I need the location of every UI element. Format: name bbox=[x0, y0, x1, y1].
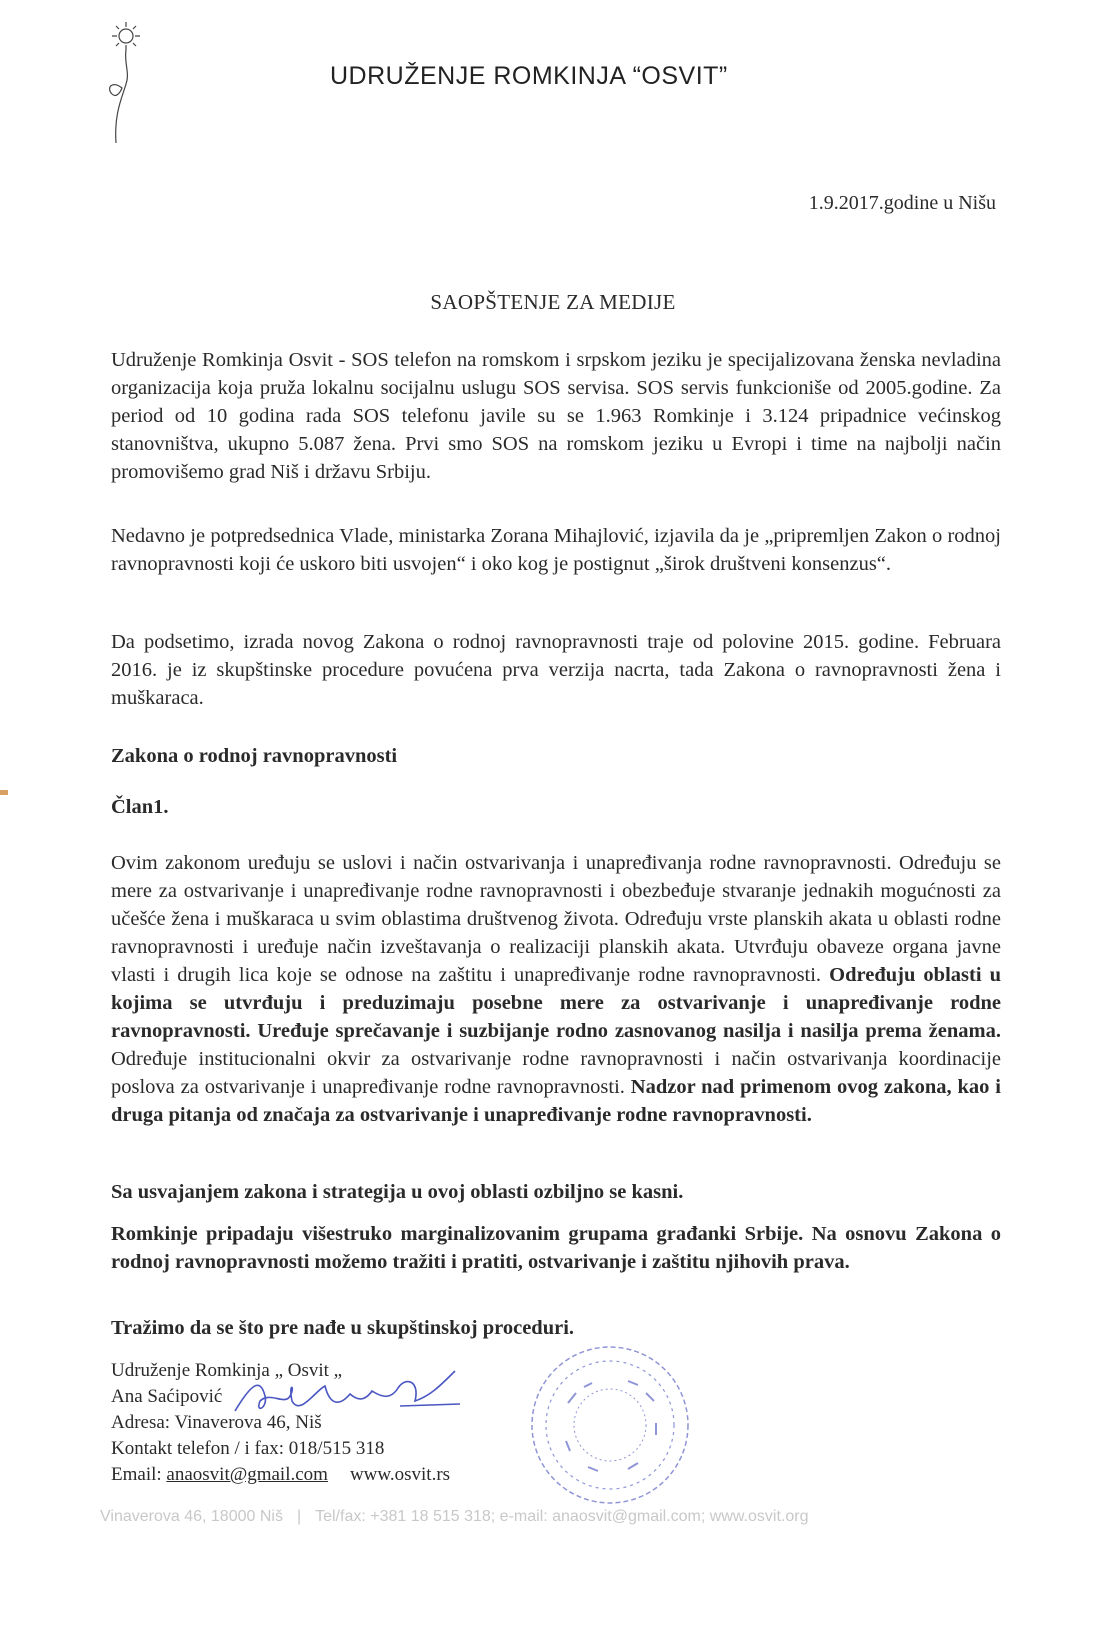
paragraph-delay: Sa usvajanjem zakona i strategija u ovoj oblasti ozbiljno se kasni. bbox=[111, 1181, 684, 1203]
contact-phone: Kontakt telefon / i fax: 018/515 318 bbox=[111, 1438, 385, 1459]
paragraph-announcement: Nedavno je potpredsednica Vlade, ministarka Zorana Mihajlović, izjavila da je „pripremljen Zakon o rodnoj ravnopravnosti koji će uskoro biti usvojen“ i oko kog je postignut „širok društveni konsenzus“. bbox=[111, 525, 1001, 575]
document-heading: SAOPŠTENJE ZA MEDIJE bbox=[430, 290, 676, 314]
footer-separator: | bbox=[296, 1508, 302, 1525]
law-title: Zakona o rodnoj ravnopravnosti bbox=[111, 745, 398, 767]
email-label: Email: bbox=[111, 1464, 167, 1485]
article-text-part-1: Ovim zakonom uređuju se uslovi i način ostvarivanja i unapređivanja rodne ravnopravnosti. Određuju se mere za ostvarivanje i unapređivanje rodne ravnopravnosti i obezbeđuje stvaranje jednakih mogućnosti za učešće žena i muškaraca u svim oblastima društvenog života. Određuju vrste planskih akata u oblasti rodne ravnopravnosti i uređuje način izveštavanja o realizaciji planskih akata. Utvrđuju obaveze organa javne vlasti i drugih lica koje se odnose na zaštitu i unapređivanje rodne ravnopravnosti. bbox=[111, 852, 1001, 986]
paragraph-history: Da podsetimo, izrada novog Zakona o rodnoj ravnopravnosti traje od polovine 2015. godine. Februara 2016. je iz skupštinske procedure povućena prva verzija nacrta, tada Zakona o ravnopravnosti žena i muškaraca. bbox=[111, 631, 1001, 709]
website-link[interactable]: www.osvit.rs bbox=[349, 1464, 451, 1485]
organization-stamp bbox=[528, 1343, 693, 1508]
contact-org: Udruženje Romkinja „ Osvit „ bbox=[111, 1360, 343, 1381]
contact-person: Ana Saćipović bbox=[111, 1386, 223, 1407]
footer-letterhead bbox=[100, 1508, 1000, 1526]
contact-email-row bbox=[111, 1462, 450, 1488]
article-text-part-3: Određuje institucionalni okvir za ostvarivanje rodne ravnopravnosti i način ostvarivanja koordinacije poslova za ostvarivanje i unapređivanje rodne ravnopravnosti. bbox=[111, 1048, 1001, 1098]
paragraph-intro: Udruženje Romkinja Osvit - SOS telefon na romskom i srpskom jeziku je specijalizovana ženska nevladina organizacija koja pruža lokalnu socijalnu uslugu SOS servisa. SOS servis funkcioniše od 2005.godine. Za period od 10 godina rada SOS telefonu javile su se 1.963 Romkinje i 3.124 pripadnice većinskog stanovništva, ukupno 5.087 žena. Prvi smo SOS na romskom jeziku u Evropi i time na najbolji način promovišemo grad Niš i državu Srbiju. bbox=[111, 349, 1001, 483]
paragraph-request: Tražimo da se što pre nađe u skupštinskoj proceduri. bbox=[111, 1317, 575, 1339]
email-link[interactable]: anaosvit@gmail.com bbox=[166, 1464, 328, 1485]
organization-title: UDRUŽENJE ROMKINJA “OSVIT” bbox=[330, 62, 728, 90]
footer-address: Vinaverova 46, 18000 Niš bbox=[100, 1508, 283, 1525]
flower-logo-icon bbox=[104, 18, 154, 148]
article-text-part-4: Nadzor nad primenom ovog zakona, kao i druga pitanja od značaja za ostvarivanje i unapređivanje rodne ravnopravnosti. bbox=[111, 1076, 1001, 1126]
article-text bbox=[111, 849, 1001, 1129]
paragraph-roma-women: Romkinje pripadaju višestruko marginalizovanim grupama građanki Srbije. Na osnovu Zakona o rodnoj ravnopravnosti možemo tražiti i pratiti, ostvarivanje i zaštitu njihovih prava. bbox=[111, 1223, 1001, 1273]
contact-address: Adresa: Vinaverova 46, Niš bbox=[111, 1412, 322, 1433]
handwritten-signature bbox=[230, 1366, 470, 1426]
scan-mark bbox=[0, 790, 8, 795]
article-text-part-2: Određuju oblasti u kojima se utvrđuju i preduzimaju posebne mere za ostvarivanje i unapređivanje rodne ravnopravnosti. Uređuje sprečavanje i suzbijanje rodno zasnovanog nasilja i nasilja prema ženama. bbox=[111, 964, 1002, 1042]
date-place: 1.9.2017.godine u Nišu bbox=[808, 192, 996, 214]
footer-contact: Tel/fax: +381 18 515 318; e-mail: anaosvit@gmail.com; www.osvit.org bbox=[315, 1508, 809, 1525]
article-number: Član1. bbox=[111, 796, 169, 818]
